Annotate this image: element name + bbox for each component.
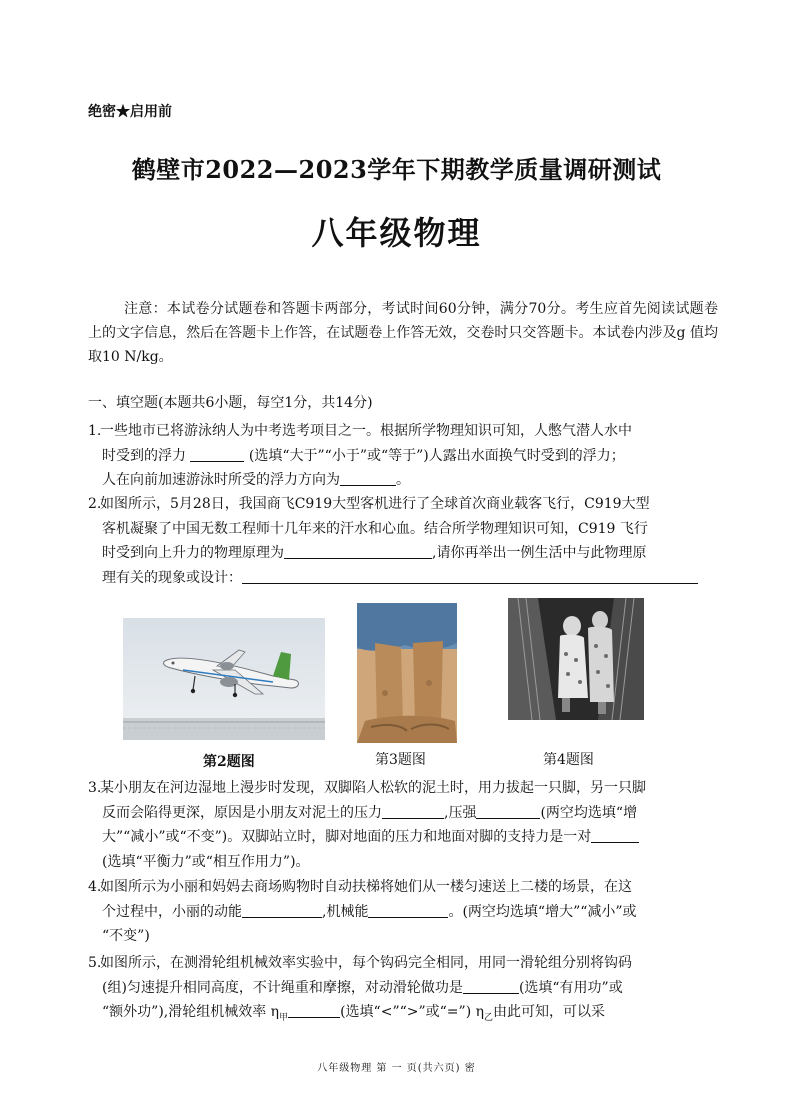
- answer-blank[interactable]: [382, 804, 444, 819]
- question-5: 5.如图所示，在测滑轮组机械效率实验中，每个钩码完全相同，用同一滑轮组分别将钩码 (组)匀速提升相同高度，不计绳重和摩擦，对动滑轮做功是 (选填“有用功”或 “额外功”),滑轮组机械效率 $\eta_甲$ (选填“<”“>”或“=”) $\eta_乙$由此可知，可以采: [88, 951, 724, 1030]
- answer-blank[interactable]: [242, 569, 698, 584]
- question-number: 5.: [88, 955, 102, 971]
- section-heading: 一、填空题(本题共6小题，每空1分，共14分): [88, 395, 373, 411]
- answer-blank[interactable]: [591, 828, 639, 843]
- exam-title: 鹤壁市2022—2023学年下期教学质量调研测试: [131, 155, 662, 184]
- question-number: 4.: [88, 879, 102, 895]
- figure-3-caption: 第3题图: [375, 752, 426, 768]
- subject-title: 八年级物理: [311, 214, 482, 252]
- question-3: 3.某小朋友在河边湿地上漫步时发现，双脚陷人松软的泥土时，用力拔起一只脚，另一只脚 反而会陷得更深，原因是小朋友对泥土的压力 ,压强 (两空均选填“增 大”“减小”或“不变”)。双脚站立时，脚对地面的压力和地面对脚的支持力是一对 (选填“平衡力”或“相互作用力”)。: [88, 776, 724, 874]
- figure-2-airplane-photo: [123, 618, 325, 740]
- question-4: 4.如图所示为小丽和妈妈去商场购物时自动扶梯将她们从一楼匀速送上二楼的场景，在这 个过程中，小丽的动能 ,机械能 。(两空均选填“增大”“减小”或 “不变”): [88, 875, 724, 949]
- figure-2-caption: 第2题图: [203, 754, 255, 770]
- question-2: 2.如图所示，5月28日，我国商飞C919大型客机进行了全球首次商业载客飞行，C919大型 客机凝聚了中国无数工程师十几年来的汗水和心血。结合所学物理知识可知，C919 飞行 时受到向上升力的物理原理为 ,请你再举出一例生活中与此物理原 理有关的现象或设计：: [88, 492, 724, 590]
- figure-4-escalator-photo: [508, 598, 644, 720]
- page-footer: 八年级物理 第 一 页(共六页) 密: [317, 1063, 476, 1074]
- answer-blank[interactable]: [340, 471, 396, 486]
- figure-3-mud-feet-photo: [357, 603, 457, 743]
- question-number: 1.: [88, 423, 102, 439]
- answer-blank[interactable]: [463, 979, 519, 994]
- question-1: 1.一些地市已将游泳纳人为中考选考项目之一。根据所学物理知识可知，人憋气潜人水中 时受到的浮力 (选填“大于”“小于”或“等于”)人露出水面换气时受到的浮力； 人在向前加速游泳时所受的浮力方向为 。: [88, 419, 724, 493]
- question-number: 2.: [88, 496, 102, 512]
- answer-blank[interactable]: [190, 447, 244, 462]
- exam-notice: 注意：本试卷分试题卷和答题卡两部分，考试时间60分钟，满分70分。考生应首先阅读试题卷上的文字信息，然后在答题卡上作答，在试题卷上作答无效，交卷时只交答题卡。本试卷内涉及g 值均取10 N/kg。: [88, 301, 718, 365]
- confidential-label: 绝密★启用前: [88, 104, 172, 120]
- figure-4-caption: 第4题图: [543, 752, 594, 768]
- question-number: 3.: [88, 780, 102, 796]
- answer-blank[interactable]: [288, 1003, 340, 1018]
- answer-blank[interactable]: [242, 903, 322, 918]
- answer-blank[interactable]: [476, 804, 540, 819]
- answer-blank[interactable]: [368, 903, 448, 918]
- answer-blank[interactable]: [284, 544, 432, 559]
